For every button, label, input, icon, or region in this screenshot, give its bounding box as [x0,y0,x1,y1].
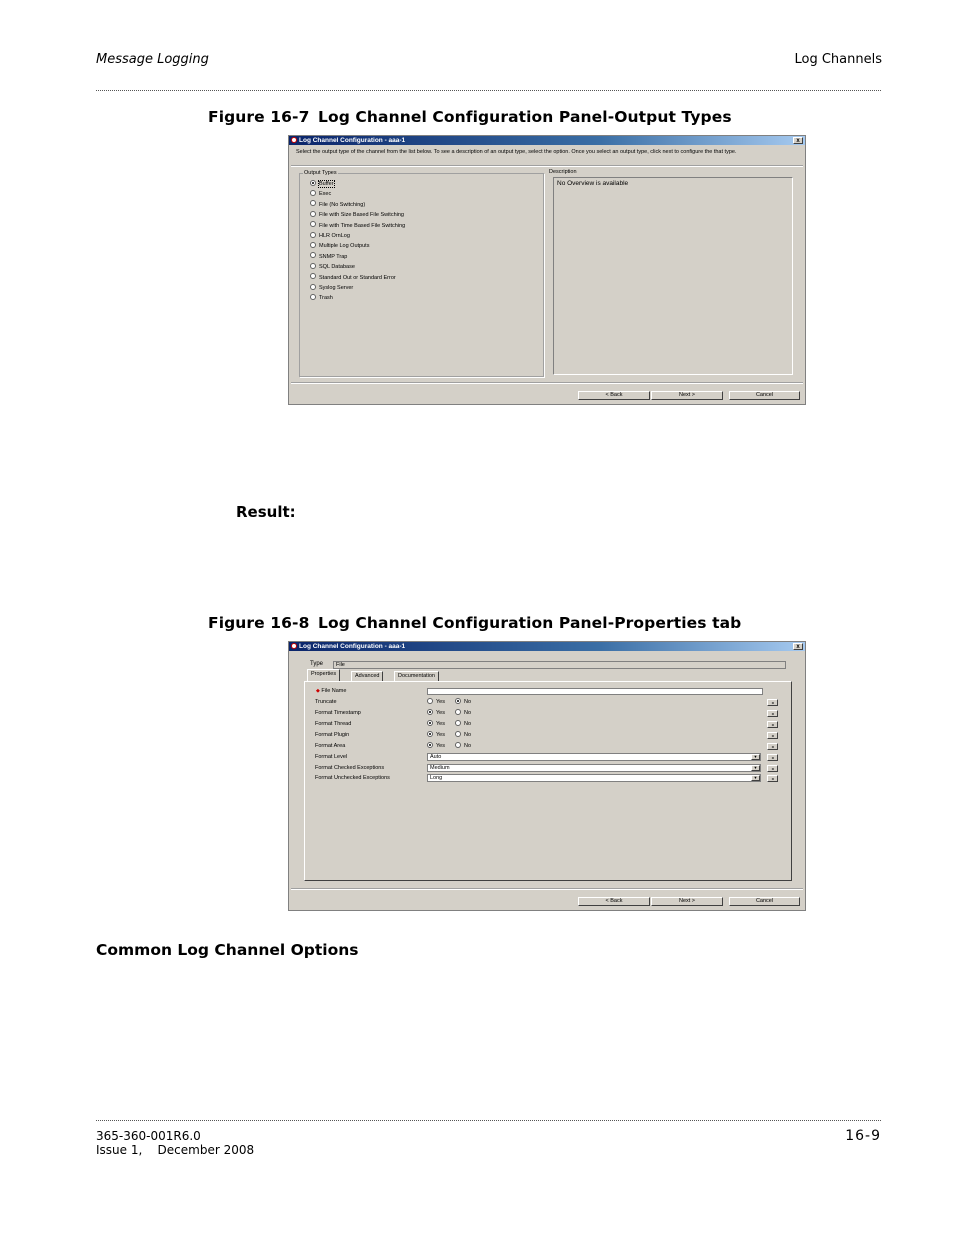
output-type-label: File (No Switching) [319,201,366,208]
output-type-option[interactable] [310,252,347,262]
output-type-label: File with Size Based File Switching [319,212,404,219]
dialog-title: Log Channel Configuration - aaa-1 [299,643,406,650]
radio-icon[interactable] [455,742,461,748]
prop-label: Format Area [315,743,346,749]
properties-panel [304,681,792,881]
output-types-group [299,170,544,377]
prop-label: Format Timestamp [315,710,361,716]
description-box [553,177,793,375]
format-level-select[interactable] [427,753,761,761]
file-name-input[interactable] [427,688,763,695]
output-types-legend: Output Types [304,170,337,176]
radio-icon[interactable] [455,731,461,737]
type-label: Type [310,661,324,667]
radio-icon[interactable] [455,709,461,715]
output-type-label: Standard Out or Standard Error [319,274,396,281]
no-label: No [463,743,472,749]
yes-label: Yes [436,721,445,727]
no-label: No [463,732,472,738]
footer-doc-info [96,1129,254,1157]
radio-icon[interactable] [310,211,316,217]
back-button[interactable]: < Back [578,391,650,400]
tab-advanced[interactable]: Advanced [351,671,383,681]
set-default-button[interactable]: ◂ [767,721,778,728]
output-type-label: Multiple Log Outputs [319,243,370,250]
prop-label: Truncate [315,699,337,705]
output-type-option[interactable] [310,273,396,283]
yes-no-group [427,730,471,740]
figure-16-7-title [208,108,732,126]
yes-no-group [427,697,471,707]
format-unchecked-exceptions-select[interactable] [427,774,761,782]
next-button[interactable]: Next > [651,897,723,906]
radio-selected-icon[interactable] [427,720,433,726]
prop-label: Format Level [315,754,348,760]
dialog-instructions: Select the output type of the channel from the list below. To see a description of an output type, select the option. Once you select an output type, click next to configure the that type. [296,149,737,155]
file-name-label-text: File Name [321,688,347,694]
output-type-label: Trash [319,295,333,302]
radio-icon[interactable] [455,720,461,726]
radio-selected-icon[interactable] [427,731,433,737]
app-icon [291,137,297,143]
output-type-label: Exec [319,191,332,198]
yes-no-group [427,708,471,718]
back-button[interactable]: < Back [578,897,650,906]
no-label: No [463,721,472,727]
description-group [548,169,799,377]
result-label: Result: [236,503,296,521]
cancel-button[interactable]: Cancel [729,897,800,906]
output-type-label: HLR OrnLog [319,233,350,239]
set-default-button[interactable]: ◂ [767,732,778,739]
no-label: No [463,699,472,705]
dialog-titlebar [289,136,805,145]
chevron-down-icon[interactable]: ▼ [751,754,760,760]
select-value: Medium [430,765,450,771]
cancel-button[interactable]: Cancel [729,391,800,400]
radio-icon[interactable] [310,232,316,238]
next-button[interactable]: Next > [651,391,723,400]
section-heading: Common Log Channel Options [96,941,359,959]
radio-icon[interactable] [310,200,316,206]
output-type-label: SNMP Trap [319,253,348,260]
output-type-option[interactable] [310,221,405,231]
radio-icon[interactable] [310,242,316,248]
output-type-option[interactable] [310,189,331,199]
tab-documentation[interactable]: Documentation [394,671,439,681]
dialog-titlebar [289,642,805,651]
chevron-down-icon[interactable]: ▼ [751,765,760,771]
close-icon[interactable]: x [793,137,803,144]
app-icon [291,643,297,649]
yes-label: Yes [436,699,445,705]
output-type-option[interactable] [310,241,369,251]
radio-icon[interactable] [310,273,316,279]
set-default-button[interactable]: ◂ [767,710,778,717]
yes-no-group [427,741,471,751]
file-name-label [316,686,346,696]
output-type-option[interactable] [310,210,404,220]
radio-icon[interactable] [310,284,316,290]
issue-date: Issue 1, December 2008 [96,1143,255,1157]
format-checked-exceptions-select[interactable] [427,764,761,772]
prop-label: Format Checked Exceptions [315,764,385,771]
output-type-option[interactable] [310,262,355,272]
select-value: Auto [430,754,442,760]
prop-label: Format Plugin [315,732,350,738]
output-type-option[interactable] [310,179,334,189]
figure-16-8-title [208,614,741,632]
output-type-label: File with Time Based File Switching [319,222,406,229]
output-types-dialog [288,135,806,405]
required-icon: ◆ [316,688,320,694]
figure-caption: Log Channel Configuration Panel-Properties tab [318,614,742,632]
doc-number: 365-360-001R6.0 [96,1129,201,1143]
radio-icon[interactable] [310,294,316,300]
prop-label: Format Thread [315,721,352,727]
set-default-button[interactable]: ◂ [767,754,778,761]
header-divider [96,90,881,91]
page-number: 16-9 [845,1128,881,1144]
set-default-button[interactable]: ◂ [767,743,778,750]
radio-icon[interactable] [427,698,433,704]
prop-label: Format Unchecked Exceptions [315,775,390,781]
yes-no-group [427,719,471,729]
output-type-option[interactable] [310,283,353,293]
yes-label: Yes [436,743,445,749]
close-icon[interactable]: x [793,643,803,650]
footer-divider [96,1120,881,1121]
output-type-option[interactable] [310,293,333,303]
output-type-label: Syslog Server [319,285,354,291]
figure-number: Figure 16-8 [208,614,310,632]
description-legend: Description [549,169,577,175]
radio-selected-icon[interactable] [455,698,461,704]
tab-properties[interactable]: Properties [307,669,340,681]
select-value: Long [430,775,443,781]
separator [291,888,803,890]
yes-label: Yes [436,732,445,738]
description-text: No Overview is available [557,180,629,187]
dialog-title: Log Channel Configuration - aaa-1 [299,137,406,144]
output-type-label: Buffer [319,181,334,187]
radio-icon[interactable] [310,263,316,269]
separator [291,165,803,167]
radio-icon[interactable] [310,190,316,196]
separator [291,382,803,384]
output-type-label: SQL Database [319,264,355,271]
properties-dialog [288,641,806,911]
yes-label: Yes [436,710,445,716]
output-type-option[interactable] [310,200,365,210]
radio-selected-icon[interactable] [427,742,433,748]
figure-caption: Log Channel Configuration Panel-Output Types [318,108,732,126]
chevron-down-icon[interactable]: ▼ [751,775,760,781]
radio-selected-icon[interactable] [310,180,316,186]
set-default-button[interactable]: ◂ [767,699,778,706]
running-header-section: Log Channels [794,52,882,67]
type-field: File [333,661,786,669]
radio-selected-icon[interactable] [427,709,433,715]
set-default-button[interactable]: ◂ [767,765,778,772]
running-header-chapter: Message Logging [96,52,209,67]
set-default-button[interactable]: ◂ [767,775,778,782]
figure-number: Figure 16-7 [208,108,310,126]
radio-icon[interactable] [310,252,316,258]
output-type-option[interactable] [310,231,350,241]
radio-icon[interactable] [310,221,316,227]
no-label: No [463,710,472,716]
